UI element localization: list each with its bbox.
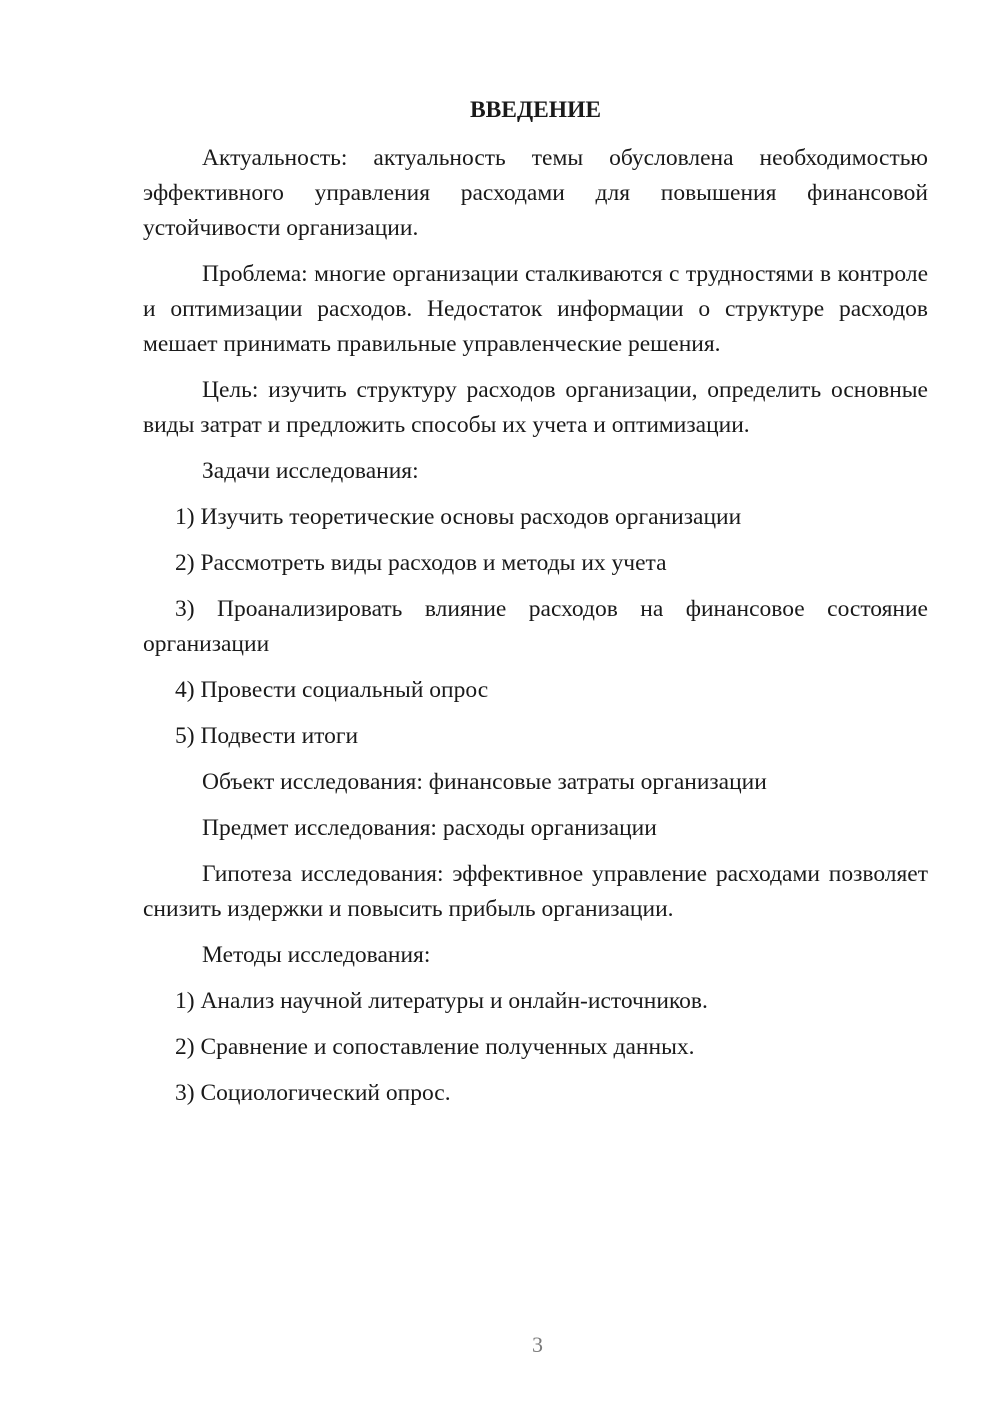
hypothesis-paragraph: Гипотеза исследования: эффективное управление расходами позволяет снизить издержки и повысить прибыль организации. bbox=[143, 861, 928, 922]
relevance-paragraph: Актуальность: актуальность темы обусловлена необходимостью эффективного управления расходами для повышения финансовой устойчивости организации. bbox=[143, 145, 928, 241]
task-item: 5) Подвести итоги bbox=[175, 723, 359, 749]
page-number: 3 bbox=[532, 1332, 543, 1357]
method-item: 3) Социологический опрос. bbox=[175, 1080, 451, 1106]
section-title: ВВЕДЕНИЕ bbox=[469, 97, 602, 123]
subject-paragraph: Предмет исследования: расходы организации bbox=[202, 815, 657, 841]
method-item: 1) Анализ научной литературы и онлайн-источников. bbox=[175, 988, 708, 1014]
page-content bbox=[143, 93, 928, 1122]
problem-paragraph: Проблема: многие организации сталкиваются с трудностями в контроле и оптимизации расходов. Недостаток информации о структуре расходов мешает принимать правильные управленческие решения. bbox=[143, 261, 928, 357]
tasks-heading: Задачи исследования: bbox=[202, 458, 419, 484]
task-item: 2) Рассмотреть виды расходов и методы их учета bbox=[175, 550, 667, 576]
task-item: 1) Изучить теоретические основы расходов организации bbox=[175, 504, 742, 530]
methods-heading: Методы исследования: bbox=[202, 942, 431, 968]
task-item: 3) Проанализировать влияние расходов на финансовое состояние организации bbox=[143, 596, 928, 657]
object-paragraph: Объект исследования: финансовые затраты организации bbox=[202, 769, 767, 795]
task-item: 4) Провести социальный опрос bbox=[175, 677, 489, 703]
goal-paragraph: Цель: изучить структуру расходов организации, определить основные виды затрат и предложить способы их учета и оптимизации. bbox=[143, 377, 928, 438]
method-item: 2) Сравнение и сопоставление полученных данных. bbox=[175, 1034, 695, 1060]
